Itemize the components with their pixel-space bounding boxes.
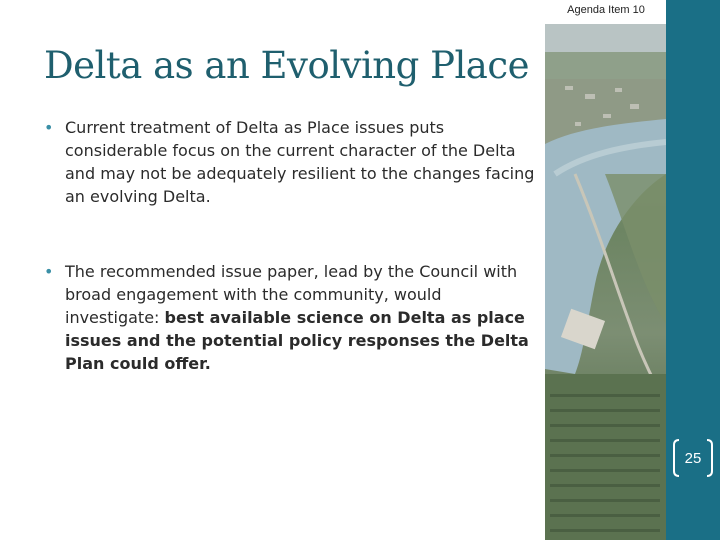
aerial-delta-photo (545, 24, 666, 540)
bullet-item (44, 116, 540, 208)
page-number-box (671, 438, 715, 478)
page-number: 25 (684, 450, 702, 467)
bullet-item (44, 260, 540, 375)
bullet-text: Current treatment of Delta as Place issues puts considerable focus on the current character of the Delta and may not be adequately resilient to the changes facing an evolving Delta. (65, 118, 535, 206)
slide-title: Delta as an Evolving Place (44, 44, 529, 87)
agenda-item-label: Agenda Item 10 (567, 4, 645, 16)
bullet-dot-icon: • (44, 118, 54, 137)
bullet-list (44, 116, 540, 375)
bullet-dot-icon: • (44, 262, 54, 281)
bullet-text-bold: best available science on Delta as place issues and the potential policy responses the Delta Plan could offer. (65, 308, 529, 373)
bullet-text: The recommended issue paper, lead by the Council with broad engagement with the community, would investigate: (65, 262, 518, 327)
